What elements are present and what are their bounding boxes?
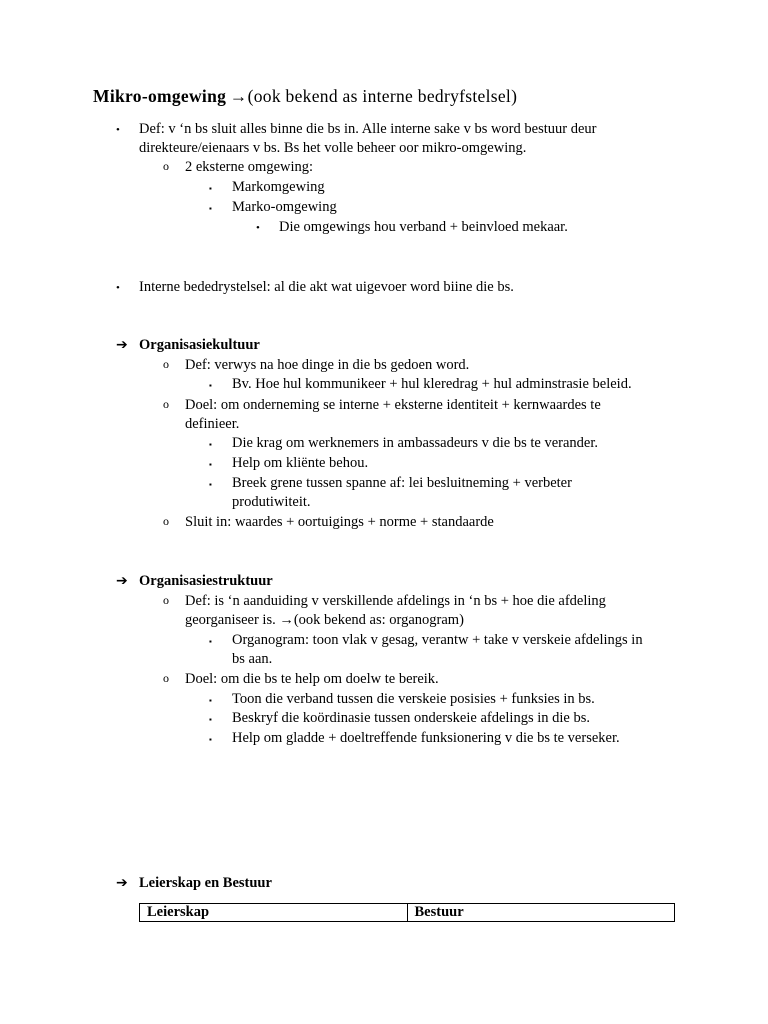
list-item: Beskryf die koördinasie tussen onderskeie afdelings in die bs. [232, 710, 590, 726]
bullet-square-icon: ▪ [209, 715, 212, 724]
arrow-icon: ➔ [116, 337, 128, 353]
list-item: Sluit in: waardes + oortuigings + norme + standaarde [185, 514, 494, 530]
bullet-square-icon: ▪ [209, 460, 212, 469]
section-title: Organisasiekultuur [139, 337, 260, 353]
bullet-square-icon: ▪ [209, 696, 212, 705]
list-item: Bv. Hoe hul kommunikeer + hul kleredrag + hul adminstrasie beleid. [232, 376, 632, 392]
list-item: Markomgewing [232, 179, 325, 195]
list-item: Organogram: toon vlak v gesag, verantw + take v verskeie afdelings in [232, 632, 643, 648]
list-item: Marko-omgewing [232, 199, 337, 215]
list-item: definieer. [185, 416, 240, 432]
arrow-icon: ➔ [116, 875, 128, 891]
bullet-square-icon: ▪ [209, 184, 212, 193]
bullet-square-icon: ▪ [209, 204, 212, 213]
arrow-icon: ➔ [116, 573, 128, 589]
bullet-square-icon: ▪ [209, 637, 212, 646]
section-title: Leierskap en Bestuur [139, 875, 272, 891]
definition-line: direkteure/eienaars v bs. Bs het volle beheer oor mikro-omgewing. [139, 140, 527, 156]
list-item: 2 eksterne omgewing: [185, 159, 314, 175]
list-item: Doel: om die bs te help om doelw te bereik. [185, 671, 439, 687]
bullet-square-icon: ▪ [209, 735, 212, 744]
list-item: Die krag om werknemers in ambassadeurs v die bs te verander. [232, 435, 599, 451]
list-item: Doel: om onderneming se interne + eksterne identiteit + kernwaardes te [185, 397, 601, 413]
list-item: georganiseer is. →(ook bekend as: organogram) [185, 612, 464, 628]
bullet-circle-icon: o [163, 671, 169, 685]
bullet-square-icon: ▪ [209, 381, 212, 390]
heading-title: Mikro-omgewing [93, 86, 227, 106]
list-item: Interne bededrystelsel: al die akt wat uigevoer word biine die bs. [139, 279, 514, 295]
bullet-disc-icon: • [116, 124, 120, 136]
bullet-square-icon: ▪ [209, 440, 212, 449]
bullet-circle-icon: o [163, 159, 169, 173]
comparison-table [139, 903, 675, 922]
table-row [140, 904, 675, 922]
list-item: Breek grene tussen spanne af: lei besluitneming + verbeter [232, 475, 572, 491]
list-item: Toon die verband tussen die verskeie posisies + funksies in bs. [232, 691, 595, 707]
heading-subtitle: →(ook bekend as interne bedryfstelsel) [229, 86, 518, 106]
list-item: Die omgewings hou verband + beinvloed mekaar. [279, 219, 568, 235]
list-item: Def: is ‘n aanduiding v verskillende afdelings in ‘n bs + hoe die afdeling [185, 593, 606, 609]
list-item: Def: verwys na hoe dinge in die bs gedoen word. [185, 357, 470, 373]
bullet-disc-icon: • [256, 222, 260, 234]
bullet-disc-icon: • [116, 282, 120, 294]
bullet-circle-icon: o [163, 593, 169, 607]
table-header-cell: Bestuur [407, 904, 675, 922]
table-header-cell: Leierskap [140, 904, 408, 922]
list-item: Help om kliënte behou. [232, 455, 369, 471]
page-heading [93, 87, 517, 109]
definition-line: Def: v ‘n bs sluit alles binne die bs in. Alle interne sake v bs word bestuur deur [139, 121, 597, 137]
list-item: bs aan. [232, 651, 273, 667]
list-item: Help om gladde + doeltreffende funksionering v die bs te verseker. [232, 730, 620, 746]
section-title: Organisasiestruktuur [139, 573, 273, 589]
bullet-square-icon: ▪ [209, 480, 212, 489]
list-item: produtiwiteit. [232, 494, 311, 510]
bullet-circle-icon: o [163, 397, 169, 411]
bullet-circle-icon: o [163, 357, 169, 371]
bullet-circle-icon: o [163, 514, 169, 528]
